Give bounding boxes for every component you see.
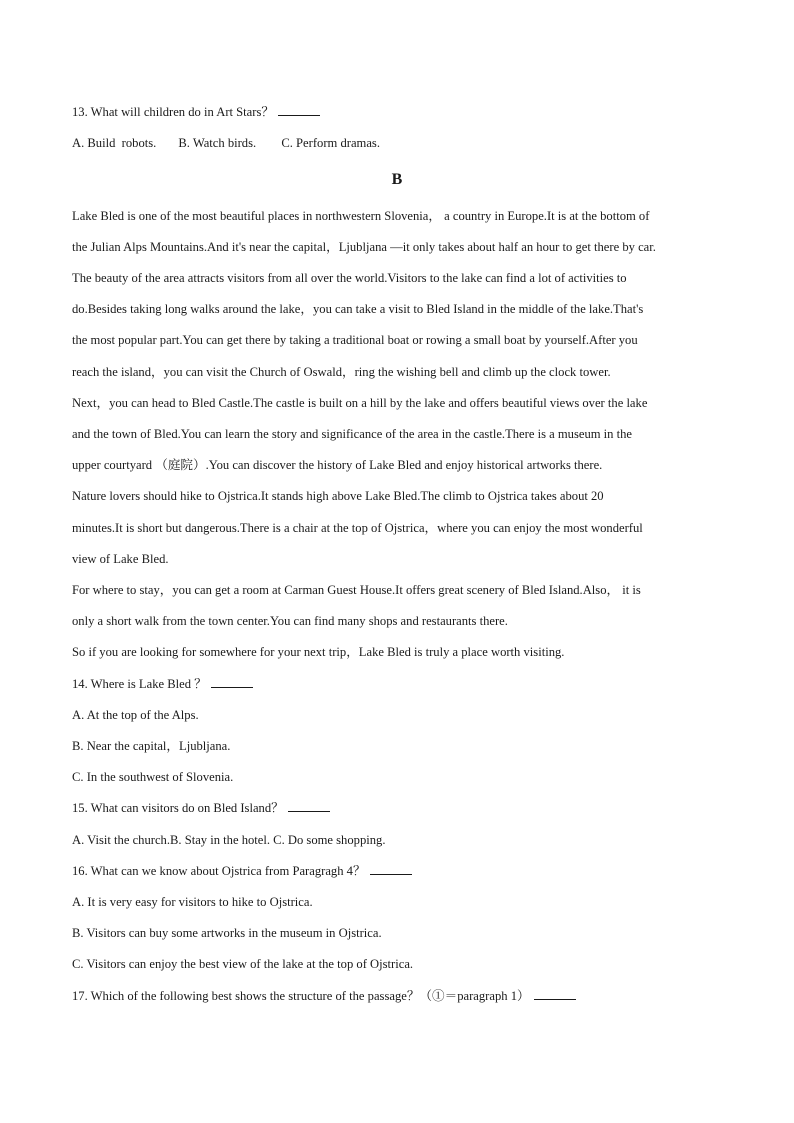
question-17-text: 17. Which of the following best shows the structure of the passage？（①＝paragraph 1）: [72, 989, 530, 1003]
section-heading: B: [391, 171, 403, 188]
passage-line: and the town of Bled.You can learn the story and significance of the area in the castle.There is a museum in the: [72, 427, 633, 441]
passage-line: do.Besides taking long walks around the lake，you can take a visit to Bled Island in the middle of the lake.That's: [72, 302, 644, 316]
question-13-options: A. Build robots. B. Watch birds. C. Perform dramas.: [72, 136, 380, 150]
question-17: [72, 988, 732, 1004]
passage-line: Lake Bled is one of the most beautiful places in northwestern Slovenia， a country in Europe.It is at the bottom of: [72, 209, 650, 223]
question-16-option-c: C. Visitors can enjoy the best view of the lake at the top of Ojstrica.: [72, 957, 414, 971]
passage-line: reach the island，you can visit the Church of Oswald，ring the wishing bell and climb up the clock tower.: [72, 365, 611, 379]
question-15-text: 15. What can visitors do on Bled Island？: [72, 801, 284, 815]
passage-line: For where to stay，you can get a room at Carman Guest House.It offers great scenery of Bled Island.Also， it is: [72, 583, 641, 597]
question-14: [72, 676, 732, 692]
passage-line: upper courtyard （庭院）.You can discover the history of Lake Bled and enjoy historical artworks there.: [72, 458, 603, 472]
answer-blank: [278, 105, 320, 116]
question-14-text: 14. Where is Lake Bled ？: [72, 677, 207, 691]
question-14-option-b: B. Near the capital，Ljubljana.: [72, 739, 231, 753]
answer-blank: [370, 864, 412, 875]
passage-line: view of Lake Bled.: [72, 552, 169, 566]
passage-line: Nature lovers should hike to Ojstrica.It stands high above Lake Bled.The climb to Ojstrica takes about 20: [72, 489, 604, 503]
question-16-text: 16. What can we know about Ojstrica from Paragragh 4？: [72, 864, 366, 878]
passage-line: the Julian Alps Mountains.And it's near the capital，Ljubljana —it only takes about half an hour to get there by car.: [72, 240, 656, 254]
passage-line: minutes.It is short but dangerous.There is a chair at the top of Ojstrica，where you can enjoy the most wonderful: [72, 521, 643, 535]
question-15-options: A. Visit the church.B. Stay in the hotel. C. Do some shopping.: [72, 833, 386, 847]
passage-line: The beauty of the area attracts visitors from all over the world.Visitors to the lake can find a lot of activities to: [72, 271, 627, 285]
passage-line: Next，you can head to Bled Castle.The castle is built on a hill by the lake and offers beautiful views over the lake: [72, 396, 648, 410]
answer-blank: [288, 801, 330, 812]
answer-blank: [211, 677, 253, 688]
question-13: [72, 104, 732, 120]
passage-line: the most popular part.You can get there by taking a traditional boat or rowing a small boat by yourself.After you: [72, 333, 638, 347]
question-16-option-a: A. It is very easy for visitors to hike to Ojstrica.: [72, 895, 313, 909]
answer-blank: [534, 989, 576, 1000]
question-15: [72, 800, 732, 816]
question-14-option-a: A. At the top of the Alps.: [72, 708, 199, 722]
passage-line: only a short walk from the town center.You can find many shops and restaurants there.: [72, 614, 508, 628]
question-16-option-b: B. Visitors can buy some artworks in the museum in Ojstrica.: [72, 926, 382, 940]
question-16: [72, 863, 732, 879]
question-14-option-c: C. In the southwest of Slovenia.: [72, 770, 234, 784]
question-13-text: 13. What will children do in Art Stars？: [72, 105, 274, 119]
passage-line: So if you are looking for somewhere for your next trip，Lake Bled is truly a place worth visiting.: [72, 645, 565, 659]
